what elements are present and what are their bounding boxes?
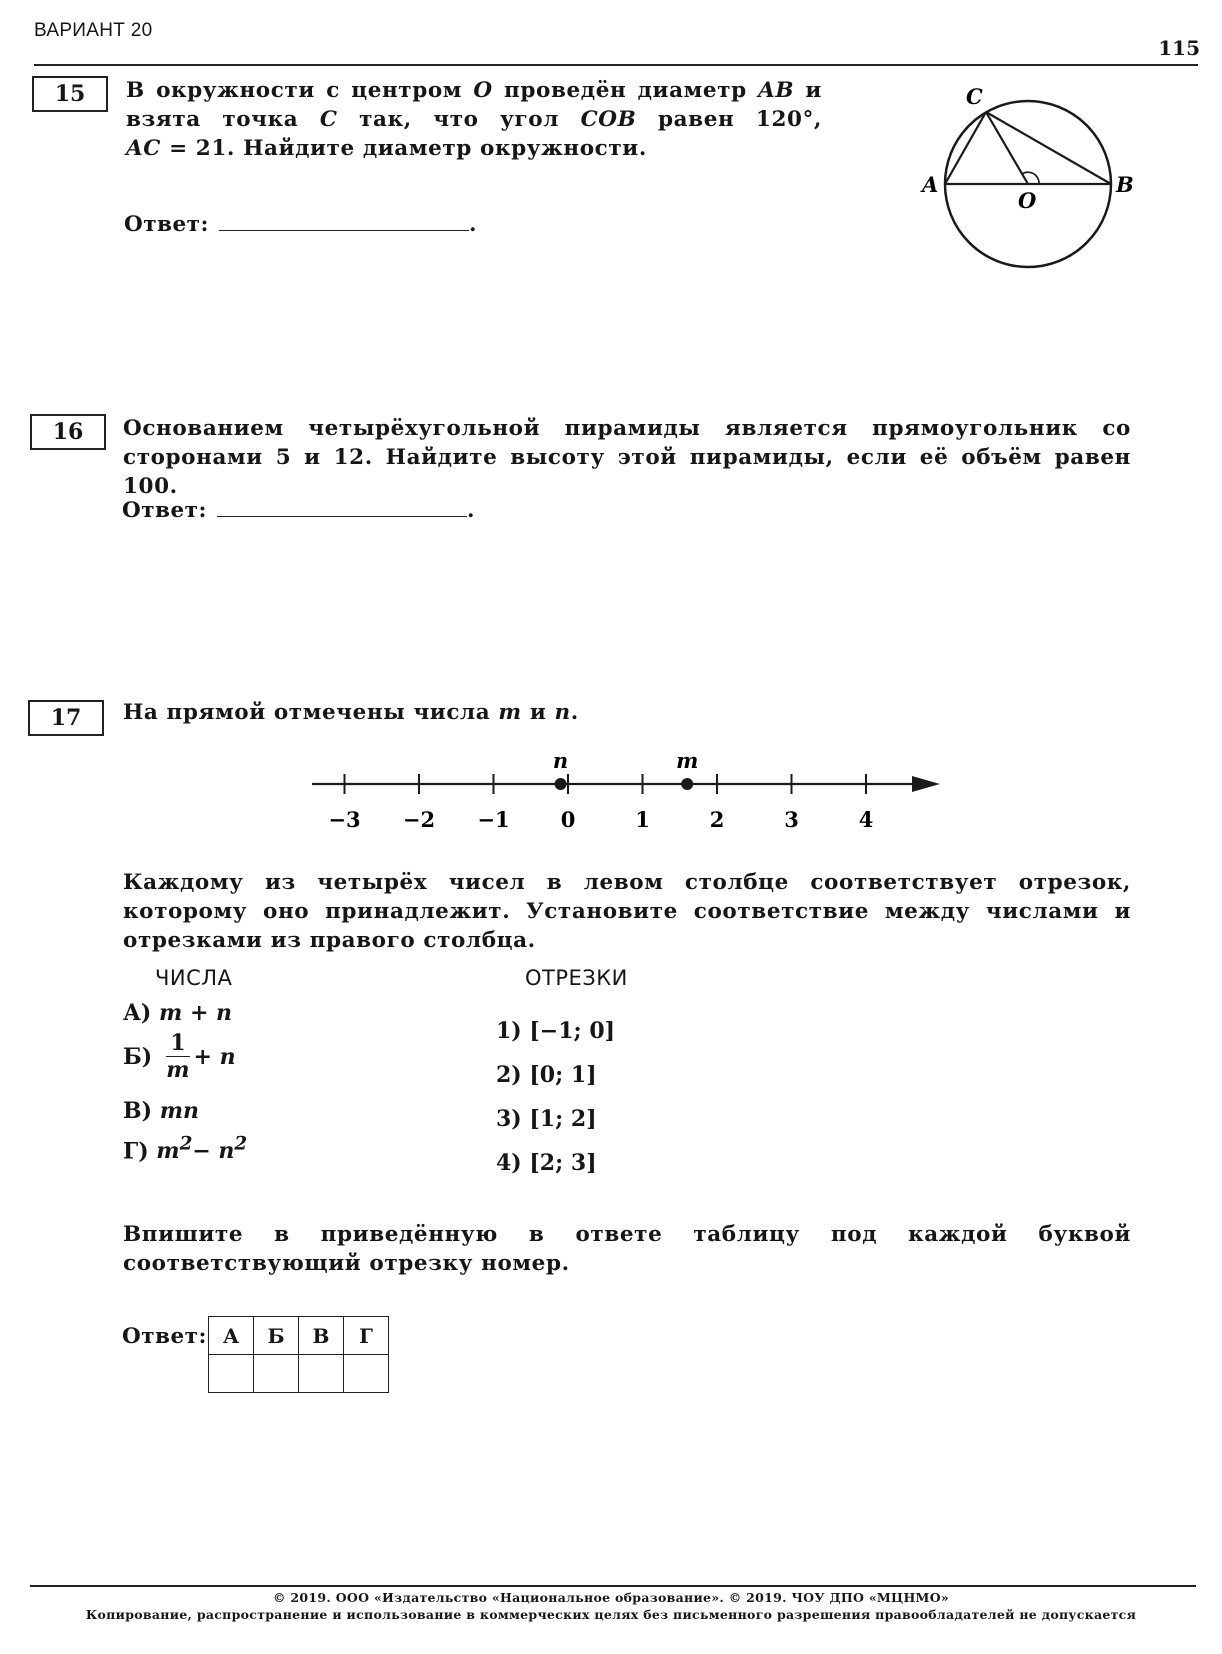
- question-16-number-box: [30, 414, 106, 450]
- tick-label: −2: [402, 807, 436, 832]
- number-item-v-expr: mn: [159, 1098, 199, 1124]
- question-16-answer-line[interactable]: [217, 494, 467, 517]
- point-c-label: C: [966, 84, 983, 109]
- segment-item-3: [496, 1106, 597, 1132]
- answer-cell-v[interactable]: [299, 1355, 344, 1393]
- number-item-a-letter: А): [123, 1000, 152, 1026]
- number-item-g: [123, 1134, 247, 1164]
- tick-label: −1: [477, 807, 510, 832]
- point-n: [555, 778, 567, 790]
- chord-cb: [986, 112, 1111, 184]
- number-line: [300, 740, 960, 850]
- question-17-table-instruction: Впишите в приведённую в ответе таблицу под каждой буквой соответствующий отрезку номер.: [123, 1222, 1131, 1276]
- segment-2-text: [0; 1]: [529, 1062, 597, 1088]
- number-item-b: [123, 1030, 236, 1083]
- answer-table: [208, 1316, 389, 1393]
- segment-3-index: 3): [496, 1106, 522, 1132]
- question-15-answer-line[interactable]: [219, 208, 469, 231]
- answer-cell-b[interactable]: [254, 1355, 299, 1393]
- tick-label: 1: [635, 807, 650, 832]
- number-item-b-fraction: [166, 1030, 189, 1083]
- question-17-intro: На прямой отмечены числа m и n.: [123, 700, 579, 725]
- segment-3-text: [1; 2]: [529, 1106, 597, 1132]
- question-16-number: 16: [52, 419, 84, 445]
- question-17-number: 17: [50, 705, 82, 731]
- number-item-a-expr: m + n: [159, 1000, 233, 1026]
- segment-4-index: 4): [496, 1150, 522, 1176]
- answer-col-a: А: [209, 1317, 254, 1355]
- segment-4-text: [2; 3]: [529, 1150, 597, 1176]
- question-16-answer: Ответ: .: [122, 494, 475, 523]
- question-17-instruction: Каждому из четырёх чисел в левом столбце соответствует отрезок, которому оно принадлежит. Установите соответствие между числами и отрезками из правого столбца.: [123, 870, 1131, 953]
- question-15-answer-label: Ответ:: [124, 212, 209, 237]
- question-17-answer-label: Ответ:: [122, 1324, 207, 1349]
- tick-label: 4: [858, 807, 874, 832]
- answer-table-header-row: [209, 1317, 389, 1355]
- point-b-label: B: [1116, 172, 1134, 197]
- point-o-label: O: [1018, 188, 1037, 213]
- question-15-number-box: [32, 76, 108, 112]
- tick-label: 2: [709, 807, 725, 832]
- segments-column-header: ОТРЕЗКИ: [525, 966, 628, 990]
- number-item-b-tail: + n: [193, 1043, 236, 1070]
- fraction-denominator: m: [166, 1057, 190, 1083]
- segment-item-4: [496, 1150, 597, 1176]
- number-item-a: [123, 1000, 232, 1026]
- segment-item-2: [496, 1062, 597, 1088]
- answer-cell-a[interactable]: [209, 1355, 254, 1393]
- segment-1-index: 1): [496, 1018, 522, 1044]
- footer-divider: [30, 1585, 1196, 1587]
- point-a-label: A: [922, 172, 939, 197]
- answer-table-input-row: [209, 1355, 389, 1393]
- point-n-label: n: [552, 748, 569, 773]
- segment-2-index: 2): [496, 1062, 522, 1088]
- footer-notice: Копирование, распространение и использование в коммерческих целях без письменного разрешения правообладателей не допускается: [85, 1607, 1137, 1622]
- answer-col-v: В: [299, 1317, 344, 1355]
- question-16-answer-label: Ответ:: [122, 498, 207, 523]
- number-item-g-letter: Г): [123, 1138, 149, 1165]
- variant-title: ВАРИАНТ 20: [34, 20, 153, 41]
- point-m-label: m: [676, 748, 699, 773]
- page-number: 115: [1158, 36, 1200, 60]
- header-divider: [34, 64, 1198, 66]
- question-17-number-box: [28, 700, 104, 736]
- number-line-arrow: [912, 776, 940, 792]
- numbers-column-header: ЧИСЛА: [155, 966, 233, 990]
- segment-item-1: [496, 1018, 615, 1044]
- number-item-g-expr: $m^2- n^2$: [156, 1134, 248, 1165]
- number-item-b-letter: Б): [123, 1043, 153, 1070]
- question-16-text: Основанием четырёхугольной пирамиды является прямоугольник со сторонами 5 и 12. Найдите высоту этой пирамиды, если её объём равен 100.: [123, 416, 1131, 499]
- answer-cell-g[interactable]: [344, 1355, 389, 1393]
- answer-col-b: Б: [254, 1317, 299, 1355]
- segment-1-text: [−1; 0]: [529, 1018, 616, 1044]
- fraction-numerator: 1: [166, 1030, 189, 1057]
- number-item-v-letter: В): [123, 1098, 153, 1124]
- tick-label: −3: [328, 807, 361, 832]
- question-15-number: 15: [54, 81, 86, 107]
- question-15-text: В окружности с центром O проведён диаметр AB и взята точка C так, что угол COB равен 120°, AC = 21. Найдите диаметр окружности.: [126, 78, 823, 161]
- answer-col-g: Г: [344, 1317, 389, 1355]
- circle-diagram: [910, 78, 1140, 278]
- chord-ac: [945, 112, 986, 184]
- radius-oc: [986, 112, 1028, 184]
- footer-copyright: © 2019. ООО «Издательство «Национальное образование». © 2019. ЧОУ ДПО «МЦНМО»: [272, 1590, 949, 1605]
- question-15-answer: Ответ: .: [124, 208, 477, 237]
- tick-label: 0: [560, 807, 576, 832]
- point-m: [681, 778, 693, 790]
- number-item-v: [123, 1098, 199, 1124]
- tick-label: 3: [784, 807, 799, 832]
